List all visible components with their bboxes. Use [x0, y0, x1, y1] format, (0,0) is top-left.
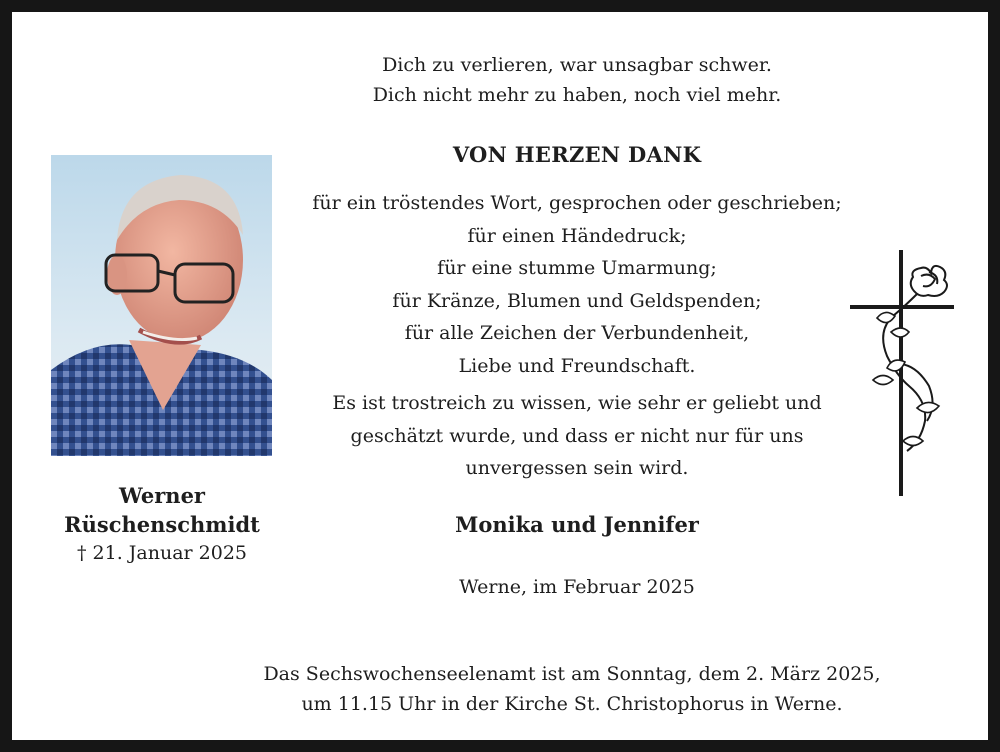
signers: Monika und Jennifer [455, 512, 699, 537]
comfort-text [272, 387, 882, 485]
comfort-line: Es ist trostreich zu wissen, wie sehr er geliebt und [332, 392, 822, 414]
portrait-illustration [51, 155, 272, 456]
thanks-list [272, 187, 882, 382]
thanks-line: für ein tröstendes Wort, gesprochen oder geschrieben; [312, 192, 842, 214]
first-name: Werner [119, 483, 205, 508]
service-line: um 11.15 Uhr in der Kirche St. Christophorus in Werne. [301, 693, 843, 715]
thanks-heading: VON HERZEN DANK [452, 142, 702, 167]
thanks-line: für einen Händedruck; [467, 224, 687, 247]
comfort-line: unvergessen sein wird. [465, 457, 689, 479]
thanks-line: für eine stumme Umarmung; [437, 257, 717, 279]
last-name: Rüschenschmidt [64, 512, 260, 537]
motto-line: Dich nicht mehr zu haben, noch viel mehr. [372, 84, 782, 106]
service-notice [162, 659, 982, 719]
thanks-line: für alle Zeichen der Verbundenheit, [404, 322, 750, 344]
thanks-line: Liebe und Freundschaft. [458, 354, 696, 377]
death-date: † 21. Januar 2025 [76, 542, 248, 564]
motto [272, 50, 882, 110]
place-date: Werne, im Februar 2025 [459, 576, 695, 598]
thanks-line: für Kränze, Blumen und Geldspenden; [392, 289, 762, 312]
cross-with-rose-icon [847, 246, 957, 500]
comfort-line: geschätzt wurde, und dass er nicht nur für uns [350, 424, 804, 447]
deceased-name [42, 481, 282, 539]
motto-line: Dich zu verlieren, war unsagbar schwer. [382, 54, 772, 76]
service-line: Das Sechswochenseelenamt ist am Sonntag, dem 2. März 2025, [263, 663, 881, 685]
portrait-photo [51, 155, 272, 456]
